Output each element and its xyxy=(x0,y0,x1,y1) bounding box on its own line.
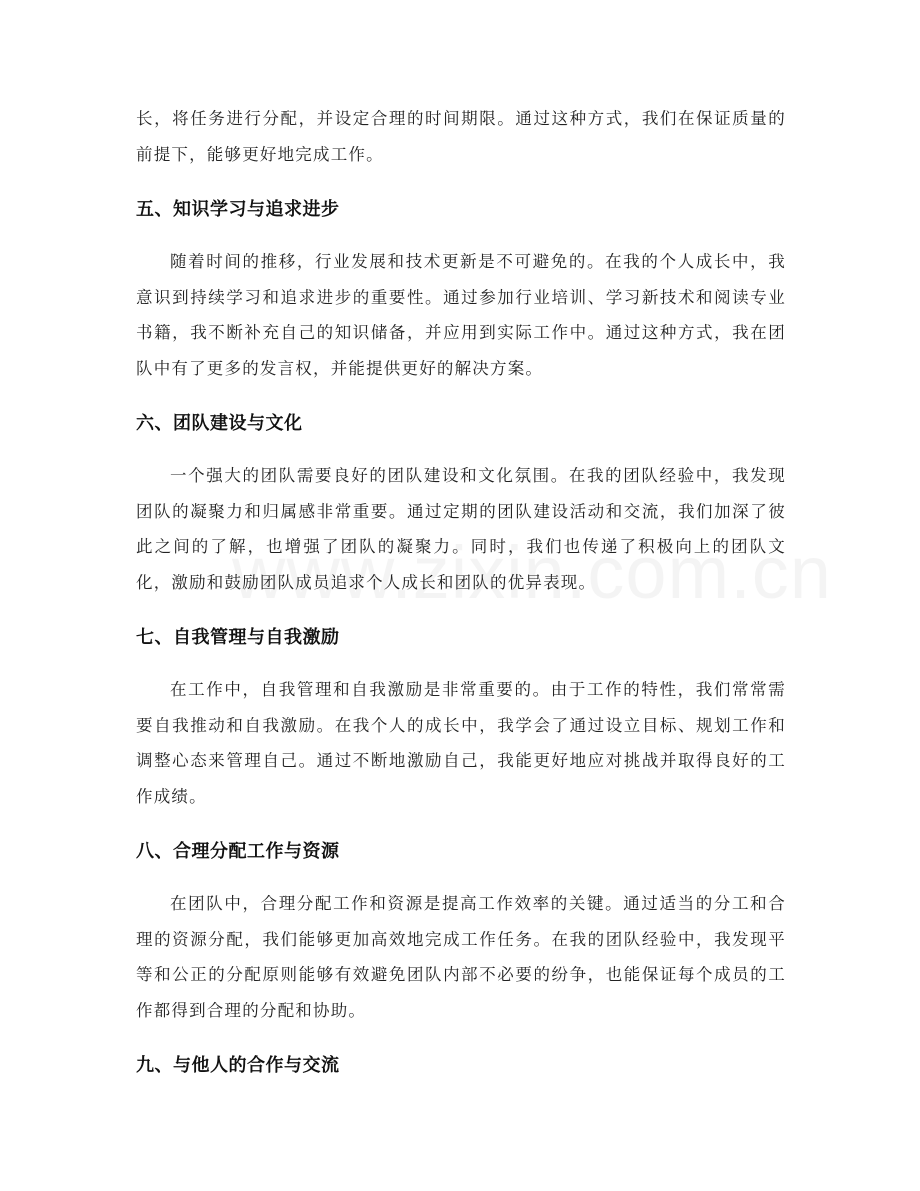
section-paragraph-6: 一个强大的团队需要良好的团队建设和文化氛围。在我的团队经验中，我发现团队的凝聚力和归属感非常重要。通过定期的团队建设活动和交流，我们加深了彼此之间的了解，也增强了团队的凝聚力。同时，我们也传递了积极向上的团队文化，激励和鼓励团队成员追求个人成长和团队的优异表现。 xyxy=(136,466,786,592)
section-paragraph-7: 在工作中，自我管理和自我激励是非常重要的。由于工作的特性，我们常常需要自我推动和自我激励。在我个人的成长中，我学会了通过设立目标、规划工作和调整心态来管理自己。通过不断地激励自己，我能更好地应对挑战并取得良好的工作成绩。 xyxy=(136,680,786,806)
section-heading-7: 七、自我管理与自我激励 xyxy=(136,627,340,648)
document-body xyxy=(136,101,786,1082)
section-heading-6: 六、团队建设与文化 xyxy=(136,413,303,434)
section-heading-9: 九、与他人的合作与交流 xyxy=(136,1055,340,1076)
section-paragraph-5: 随着时间的推移，行业发展和技术更新是不可避免的。在我的个人成长中，我意识到持续学习和追求进步的重要性。通过参加行业培训、学习新技术和阅读专业书籍，我不断补充自己的知识储备，并应用到实际工作中。通过这种方式，我在团队中有了更多的发言权，并能提供更好的解决方案。 xyxy=(136,252,786,378)
intro-paragraph: 长，将任务进行分配，并设定合理的时间期限。通过这种方式，我们在保证质量的前提下，能够更好地完成工作。 xyxy=(136,109,786,164)
section-heading-8: 八、合理分配工作与资源 xyxy=(136,841,340,862)
section-paragraph-8: 在团队中，合理分配工作和资源是提高工作效率的关键。通过适当的分工和合理的资源分配，我们能够更加高效地完成工作任务。在我的团队经验中，我发现平等和公正的分配原则能够有效避免团队内部不必要的纷争，也能保证每个成员的工作都得到合理的分配和协助。 xyxy=(136,894,786,1020)
section-heading-5: 五、知识学习与追求进步 xyxy=(136,199,340,220)
